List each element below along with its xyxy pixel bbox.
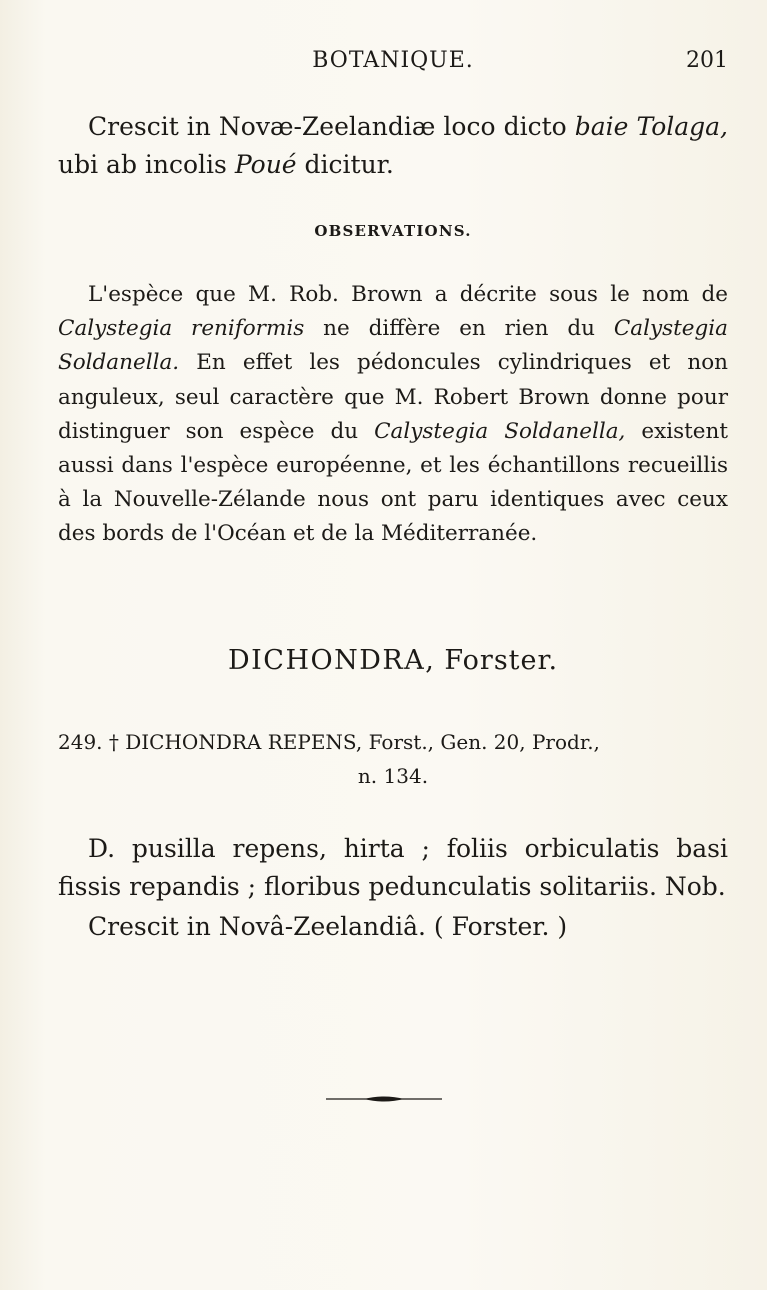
obs-text-3: En effet les pédoncules cylindriques et non anguleux, seul caractère que M. Robert Brown donne pour distinguer son espèce du <box>58 350 728 444</box>
species-description <box>58 830 728 906</box>
habitat-local-name: Poué <box>234 150 297 179</box>
ornament-rule-icon <box>324 1092 444 1106</box>
species-citation: 249. † DICHONDRA REPENS, Forst., Gen. 20, Prodr., <box>58 730 600 754</box>
habitat-paragraph <box>58 108 728 184</box>
locality-text: Crescit in Novâ-Zeelandiâ. ( Forster. ) <box>88 912 568 941</box>
obs-text-2: ne diffère en rien du <box>304 316 614 342</box>
genus-author: , Forster. <box>425 645 559 676</box>
obs-text-1: L'espèce que M. Rob. Brown a décrite sous le nom de <box>88 282 728 307</box>
observations-heading: OBSERVATIONS. <box>314 222 472 240</box>
page-number: 201 <box>686 48 728 73</box>
observations-paragraph <box>58 278 728 552</box>
species-entry <box>58 725 728 793</box>
species-citation-number: n. 134. <box>357 764 429 788</box>
obs-text-4: existent aussi dans l'espèce européenne, et les échantillons recueillis à la Nouvelle-Zélande nous ont paru identiques avec ceux des bords de l'Océan et de la Méditerranée. <box>58 418 728 547</box>
tail-ornament <box>324 1092 444 1106</box>
obs-species-3: Calystegia Soldanella, <box>374 418 626 444</box>
species-locality <box>58 908 728 946</box>
obs-species-1: Calystegia reniformis <box>58 316 305 342</box>
habitat-text: Crescit in Novæ-Zeelandiæ loco dicto <box>88 112 575 141</box>
running-title: BOTANIQUE. <box>312 48 474 73</box>
habitat-place: baie Tolaga, <box>574 112 729 141</box>
habitat-text-3: dicitur. <box>296 150 394 179</box>
habitat-text-2: ubi ab incolis <box>58 150 235 179</box>
obs-species-2: Calystegia Soldanella. <box>58 316 728 376</box>
genus-heading <box>58 645 728 676</box>
genus-name: DICHONDRA <box>227 645 426 676</box>
description-text: D. pusilla repens, hirta ; foliis orbiculatis basi fissis repandis ; floribus pedunculatis solitariis. Nob. <box>58 834 728 901</box>
page-header <box>58 48 728 84</box>
